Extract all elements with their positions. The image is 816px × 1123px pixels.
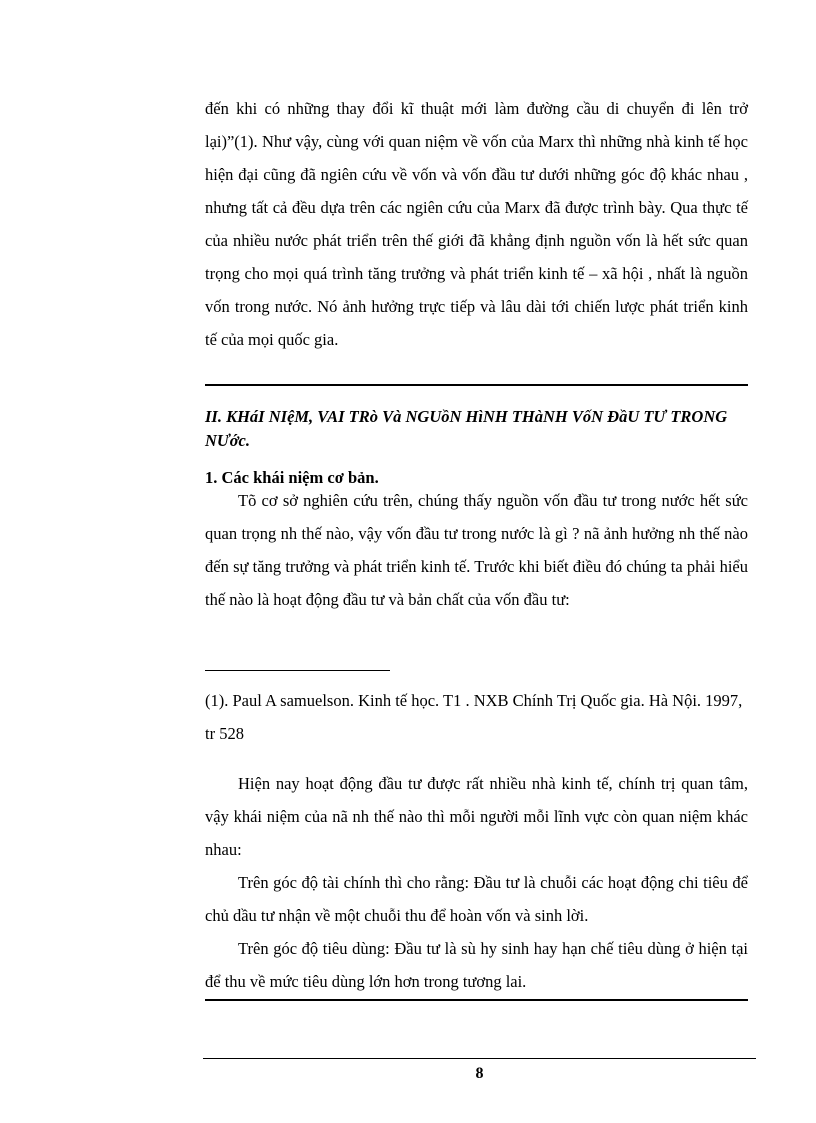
footnote: (1). Paul A samuelson. Kinh tế học. T1 . NXB Chính Trị Quốc gia. Hà Nội. 1997, tr 528: [205, 691, 743, 743]
top-paragraph-block: [205, 92, 748, 356]
footer-rule: [203, 1058, 756, 1059]
body-block: [205, 767, 748, 998]
paragraph-finance: Trên góc độ tài chính thì cho rằng: Đầu tư là chuỗi các hoạt động chi tiêu để chủ dầu tư nhận về một chuỗi thu để hoàn vốn và sinh lời.: [205, 873, 748, 925]
section-divider-top: [205, 384, 748, 386]
footnote-block: [205, 684, 748, 750]
section-paragraph-block: [205, 484, 748, 616]
section-divider-bottom: [205, 999, 748, 1001]
subsection-heading: 1. Các khái niệm cơ bản.: [205, 468, 379, 487]
page-number: 8: [475, 1065, 484, 1082]
paragraph-consumption: Trên góc độ tiêu dùng: Đầu tư là sù hy sinh hay hạn chế tiêu dùng ở hiện tại để thu về mức tiêu dùng lớn hơn trong tương lai.: [205, 939, 748, 991]
footnote-separator: [205, 670, 390, 671]
top-paragraph: đến khi có những thay đổi kĩ thuật mới làm đường cầu di chuyển đi lên trở lại)”(1). Như vậy, cùng với quan niệm về vốn của Marx thì những nhà kinh tế học hiện đại cũng đã ngiên cứu về vốn và vốn đầu tư dưới những góc độ khác nhau , nhưng tất cả đều dựa trên các ngiên cứu của Marx đã được trình bày. Qua thực tế của nhiều nước phát triển trên thế giới đã khẳng định nguồn vốn là hết sức quan trọng cho mọi quá trình tăng trưởng và phát triển kinh tế – xã hội , nhất là nguồn vốn trong nước. Nó ảnh hưởng trực tiếp và lâu dài tới chiến lược phát triển kinh tế của mọi quốc gia.: [205, 99, 748, 349]
section-heading: II. KHáI NIệM, VAI TRò Và NGUồN HìNH THàNH VốN ĐầU TƯ TRONG NƯớc.: [205, 407, 728, 450]
paragraph-intro: Hiện nay hoạt động đầu tư được rất nhiều nhà kinh tế, chính trị quan tâm, vậy khái niệm của nã nh thế nào thì mỗi người mỗi lĩnh vực còn quan niệm khác nhau:: [205, 774, 748, 859]
section-paragraph: Tõ cơ sở nghiên cứu trên, chúng thấy nguồn vốn đầu tư trong nước hết sức quan trọng nh thế nào, vậy vốn đầu tư trong nước là gì ? nã ảnh hưởng nh thế nào đến sự tăng trưởng và phát triển kinh tế. Trước khi biết điều đó chúng ta phải hiểu thế nào là hoạt động đầu tư và bản chất của vốn đầu tư:: [205, 491, 748, 609]
